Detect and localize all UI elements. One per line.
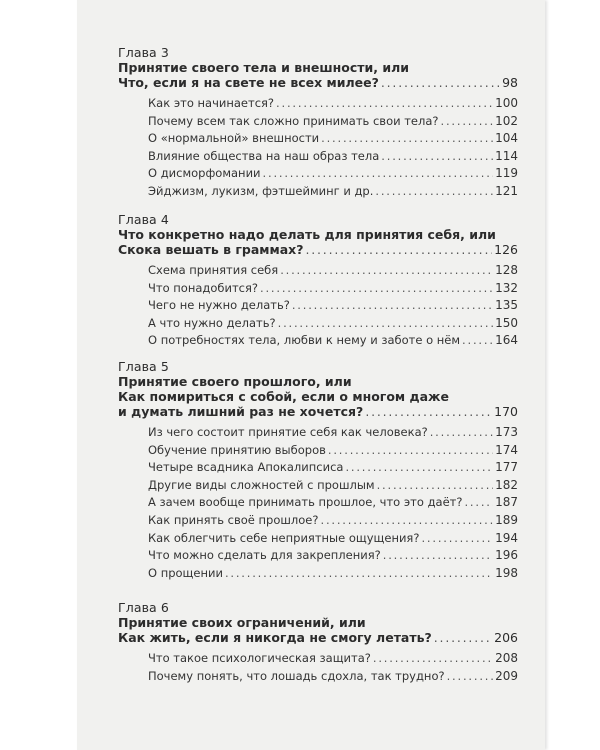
toc-entry <box>148 494 518 512</box>
toc-entry <box>148 315 518 333</box>
toc-entry <box>148 183 518 201</box>
toc-entry-page: 114 <box>495 148 518 163</box>
toc-entry <box>148 477 518 495</box>
dot-leader <box>377 477 494 495</box>
dot-leader <box>421 530 493 548</box>
dot-leader <box>263 165 494 183</box>
toc-entry <box>148 459 518 477</box>
toc-entry-title: Из чего состоит принятие себя как человека? <box>148 425 428 439</box>
chapter-title-line: Что, если я на свете не всех милее? <box>118 75 379 90</box>
dot-leader <box>441 113 494 131</box>
dot-leader <box>260 280 493 298</box>
chapter-title-line: и думать лишний раз не хочется? <box>118 404 364 419</box>
toc-entry-page: 132 <box>495 280 518 295</box>
chapter-page-number: 206 <box>494 630 518 645</box>
dot-leader <box>278 315 493 333</box>
toc-entry-title: Четыре всадника Апокалипсиса <box>148 460 344 475</box>
toc-entry-title: Как облегчить себе неприятные ощущения? <box>148 530 420 545</box>
dot-leader <box>280 262 493 280</box>
chapter-label: Глава 4 <box>118 212 169 227</box>
toc-entry <box>148 113 518 131</box>
section-list <box>148 424 518 582</box>
chapter-6 <box>118 600 518 685</box>
dot-leader <box>464 494 493 512</box>
toc-entry <box>148 280 518 298</box>
toc-entry-title: Схема принятия себя <box>148 263 279 277</box>
dot-leader <box>321 130 493 148</box>
toc-entry-page: 173 <box>495 425 518 439</box>
toc-entry <box>148 650 518 668</box>
dot-leader <box>375 183 493 201</box>
chapter-title-line: Что конкретно надо делать для принятия себя, или <box>118 227 496 242</box>
toc-entry <box>148 262 518 280</box>
toc-entry-title: О дисморфомании <box>148 166 261 181</box>
toc-entry-title: Что можно сделать для закрепления? <box>148 548 381 563</box>
toc-entry-title: Влияние общества на наш образ тела <box>148 148 380 163</box>
chapter-title-line: Принятие своего тела и внешности, или <box>118 60 410 75</box>
toc-entry-page: 177 <box>495 460 518 475</box>
chapter-label: Глава 5 <box>118 359 169 374</box>
toc-entry-page: 187 <box>495 495 518 510</box>
toc-entry-page: 194 <box>495 530 518 545</box>
toc-entry <box>148 442 518 460</box>
dot-leader <box>225 565 493 583</box>
chapter-label: Глава 6 <box>118 600 169 615</box>
toc-entry-title: Что понадобится? <box>148 280 258 295</box>
toc-entry-title: А что нужно делать? <box>148 315 276 330</box>
chapter-page-number: 98 <box>502 75 518 90</box>
toc-entry <box>148 530 518 548</box>
dot-leader <box>383 547 493 565</box>
toc-entry-title: Чего не нужно делать? <box>148 298 290 313</box>
toc-entry <box>148 668 518 686</box>
dot-leader <box>430 424 493 442</box>
toc-entry-page: 189 <box>495 512 518 527</box>
toc-entry-page: 102 <box>495 113 518 128</box>
chapter-title <box>118 374 518 419</box>
toc-entry <box>148 130 518 148</box>
chapter-4 <box>118 212 518 350</box>
chapter-label: Глава 3 <box>118 45 169 60</box>
toc-entry-page: 119 <box>495 166 518 181</box>
section-list <box>148 650 518 685</box>
toc-entry-title: Обучение принятию выборов <box>148 442 326 457</box>
chapter-page-number: 126 <box>494 242 518 257</box>
toc-entry <box>148 95 518 113</box>
chapter-5 <box>118 359 518 582</box>
toc-entry-title: Почему всем так сложно принимать свои тела? <box>148 113 439 128</box>
dot-leader <box>328 442 493 460</box>
dot-leader <box>381 148 493 166</box>
dot-leader <box>345 459 493 477</box>
dot-leader <box>462 332 493 350</box>
toc-entry-page: 128 <box>495 263 518 277</box>
chapter-title-line: Скока вешать в граммах? <box>118 242 304 257</box>
dot-leader <box>365 404 492 419</box>
toc-entry <box>148 547 518 565</box>
toc-entry <box>148 512 518 530</box>
toc-entry <box>148 148 518 166</box>
chapter-page-number: 170 <box>494 404 518 419</box>
chapter-title-line: Как помириться с собой, если о многом даже <box>118 389 449 404</box>
dot-leader <box>447 668 494 686</box>
toc-entry-title: Что такое психологическая защита? <box>148 651 371 665</box>
toc-entry <box>148 565 518 583</box>
toc-entry-page: 196 <box>495 548 518 563</box>
dot-leader <box>276 95 493 113</box>
chapter-title <box>118 60 518 90</box>
toc-entry-title: Как это начинается? <box>148 96 275 110</box>
toc-entry <box>148 332 518 350</box>
toc-entry-page: 164 <box>495 333 518 348</box>
toc-entry-title: О потребностях тела, любви к нему и заботе о нём <box>148 333 461 348</box>
toc-entry-page: 135 <box>495 298 518 313</box>
dot-leader <box>320 512 493 530</box>
toc-entry-title: Почему понять, что лошадь сдохла, так трудно? <box>148 668 445 683</box>
toc-entry-page: 209 <box>495 668 518 683</box>
toc-entry-page: 121 <box>495 183 518 198</box>
chapter-title-line: Как жить, если я никогда не смогу летать? <box>118 630 432 645</box>
section-list <box>148 262 518 350</box>
toc-entry-title: О «нормальной» внешности <box>148 131 320 146</box>
toc-entry-title: О прощении <box>148 565 223 580</box>
section-list <box>148 95 518 201</box>
chapter-3 <box>118 45 518 201</box>
toc-entry <box>148 165 518 183</box>
toc-entry-page: 208 <box>495 651 518 665</box>
chapter-title <box>118 615 518 645</box>
toc-entry <box>148 424 518 442</box>
dot-leader <box>434 630 492 645</box>
toc-entry-title: Другие виды сложностей с прошлым <box>148 477 375 492</box>
toc-entry-page: 100 <box>495 96 518 110</box>
toc-entry-page: 182 <box>495 477 518 492</box>
dot-leader <box>292 297 493 315</box>
dot-leader <box>305 242 492 257</box>
toc-entry-title: Эйджизм, лукизм, фэтшейминг и др. <box>148 183 374 198</box>
dot-leader <box>373 650 493 668</box>
toc-entry-page: 198 <box>495 565 518 580</box>
chapter-title-line: Принятие своего прошлого, или <box>118 374 352 389</box>
toc-entry-page: 104 <box>495 131 518 146</box>
toc-entry-title: Как принять своё прошлое? <box>148 512 319 527</box>
toc-entry-page: 174 <box>495 442 518 457</box>
chapter-title <box>118 227 518 257</box>
toc-entry <box>148 297 518 315</box>
toc-entry-page: 150 <box>495 315 518 330</box>
dot-leader <box>381 75 500 90</box>
toc-entry-title: А зачем вообще принимать прошлое, что это даёт? <box>148 495 463 510</box>
chapter-title-line: Принятие своих ограничений, или <box>118 615 366 630</box>
